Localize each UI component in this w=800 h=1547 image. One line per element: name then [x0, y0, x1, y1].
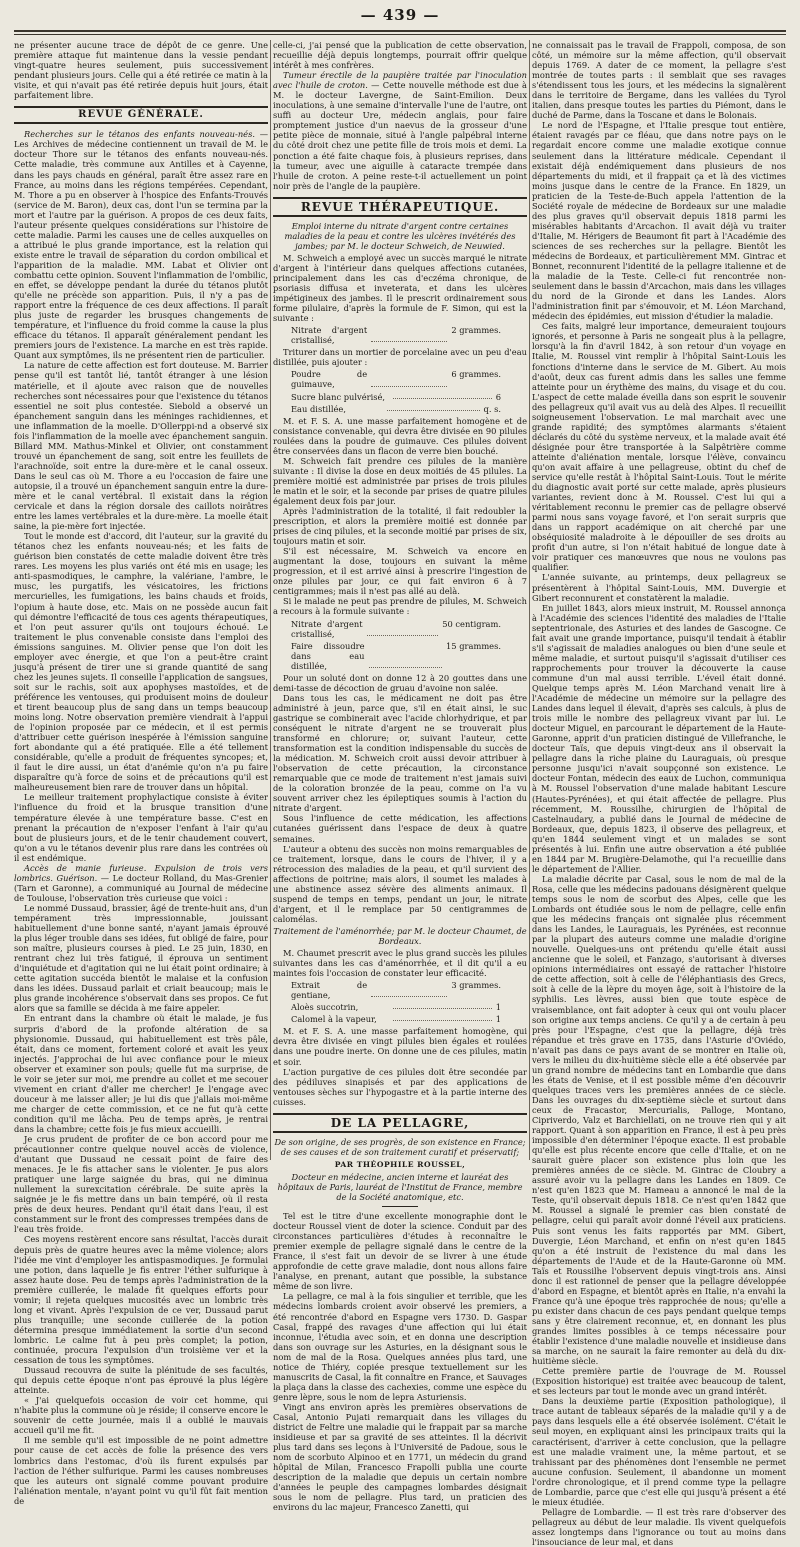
formula-list: [273, 980, 527, 1024]
paragraph: ne connaissait pas le travail de Frappoli, composa, de son côté, un mémoire sur la même affection, qu'il observait depuis 1769. A dater de ce moment, la pellagre s'est montrée de toutes parts : il semblait que ses ravages s'étendissent tous les jours, et les médecins la signalèrent dans le territoire de Bergame, dans les vallées du Tyrol italien, dans presque toutes les parties du Piémont, dans le duché de Parme, dans la Toscane et dans le Bolonais.: [532, 40, 786, 121]
paragraph: S'il est nécessaire, M. Schweich va encore en augmentant la dose, toujours en suivant la même progression, et il est arrivé ainsi à prescrire l'ingestion de onze pilules par jour, ce qui fait environ 6 à 7 centigrammes; mais il n'est pas allé au delà.: [273, 546, 527, 597]
section-title-revue-therapeutique: REVUE THÉRAPEUTIQUE.: [273, 197, 527, 217]
formula-ingredient: Poudre de guimauve,: [291, 369, 368, 390]
column-2: [273, 40, 527, 1513]
formula-ingredient: Sucre blanc pulvérisé,: [291, 391, 386, 402]
paragraph: Le nord de l'Espagne, et l'Italie presque tout entière, étaient ravagés par ce fléau, que dans notre pays on le regardait encore comme une maladie exotique connue seulement dans la littérature médicale. Cependant il existait déjà endémiquement dans plusieurs de nos départements du midi, et il frappait ça et là des victimes moins jusque dans le centre de la France. En 1829, un praticien de la Teste-de-Buch appela l'attention de la Société royale de médecine de Bordeaux sur une maladie des plus graves qu'il observait depuis 1818 parmi les misérables habitants d'Arcachon. Il avait déjà vu traiter d'Italie, M. Hérigers de Beaumont fit part à l'Académie des sciences de ses recherches sur la pellagre. Bientôt les médecins de Bordeaux, et particulièrement MM. Gintrac et Bonnet, reconnurent l'identité de la pellagre italienne et de la maladie de la Teste. Celle-ci fut rencontrée non-seulement dans le bassin d'Arcachon, mais dans les villages du nord de la Gironde et dans les Landes. Alors l'administration finit par s'émouvoir, et M. Léon Marchand, médecin des épidémies, eut mission d'étudier la maladie.: [532, 120, 786, 322]
formula-quantity: 15 grammes.: [446, 640, 501, 651]
formula-ingredient: Nitrate d'argent cristallisé,: [291, 618, 363, 639]
formula-list: [273, 369, 527, 413]
leader-dots: [367, 619, 439, 636]
paragraph: Triturer dans un mortier de porcelaine avec un peu d'eau distillée, puis ajouter :: [273, 347, 527, 368]
paragraph: celle-ci, j'ai pensé que la publication de cette observation, recueillie déjà depuis longtemps, pourrait offrir quelque intérêt à mes confrères.: [273, 40, 527, 71]
paragraph: Si le malade ne peut pas prendre de pilules, M. Schweich a recours à la formule suivante :: [273, 596, 527, 617]
divider: [382, 1206, 418, 1207]
article-text: — Les Archives de médecine contiennent un travail de M. le docteur Thore sur le tétanos des enfants nouveau-nés. Cette maladie, très commune aux Antilles et à Cayenne, dans les pays chauds en général, paraît être assez rare en France, au moins dans les régions tempérées. Cependant, M. Thore a pu en observer à l'hospice des Enfants-Trouvés (service de M. Baron), deux cas, dont l'un se termina par la mort et l'autre par la guérison. A propos de ces deux faits, l'auteur présente quelques considérations sur l'histoire de cette maladie. Parmi les causes une de celles auxquelles on a attribué le plus grande importance, est la relation qui existe entre le travail de séparation du cordon ombilical et l'apparition de la maladie. MM. Labat et Olivier ont combattu cette opinion. Souvent l'inflammation de l'ombilic, en effet, se développe pendant la durée du tétanos plutôt qu'elle ne précède son apparition. Puis, il n'y a pas de rapport entre la fréquence de ces deux affections. Il paraît plus juste de regarder les brusques changements de température, et l'influence du froid comme la cause la plus efficace du tétanos. Il apparaît généralement pendant les premiers jours de l'existence. La marche en est très rapide. Quant aux symptômes, ils ne présentent rien de particulier.: [14, 129, 269, 361]
paragraph: Après l'administration de la totalité, il fait redoubler la prescription, et alors la première moitié est donnée par prises de cinq pilules, et la seconde moitié par prises de six, toujours matin et soir.: [273, 506, 527, 547]
formula-ingredient: Calomel à la vapeur,: [291, 1014, 377, 1025]
paragraph: Dussaud recouvra de suite la plénitude de ses facultés, qui depuis cette époque n'ont pas éprouvé la plus légère atteinte.: [14, 1365, 268, 1396]
paragraph: [14, 129, 268, 360]
column-separator: [270, 40, 271, 1160]
book-subtitle: De son origine, de ses progrès, de son existence en France; de ses causes et de son traitement curatif et préservatif;: [274, 1136, 526, 1157]
paragraph: L'action purgative de ces pilules doit être secondée par des pédiluves sinapisés et par des applications de ventouses sèches sur l'hypogastre et à la partie interne des cuisses.: [273, 1066, 527, 1107]
author-byline: PAR THÉOPHILE ROUSSEL,: [334, 1159, 466, 1169]
paragraph: M. et F. S. A. une masse parfaitement homogène et de consistance convenable, qui devra être divisée en 90 pilules roulées dans la poudre de guimauve. Ces pilules doivent être conservées dans un flacon de verre bien bouché.: [273, 415, 527, 456]
leader-dots: [371, 980, 447, 997]
page-number: — 439 —: [360, 6, 440, 24]
leader-dots: [371, 369, 447, 386]
paragraph: [273, 70, 527, 191]
formula-list: [273, 325, 527, 345]
formula-line: [291, 392, 501, 402]
paragraph: Le nommé Dussaud, brassier, âgé de trente-huit ans, d'un tempérament très impressionnable, jouissant habituellement d'une bonne santé, n'ayant jamais éprouvé la plus léger trouble dans ses idées, fut obligé de faire, pour son maître, plusieurs courses à pied. Le 25 juin, 1830, en rentrant chez lui très fatigué, il éprouva un sentiment d'inquiétude et d'agitation qui ne lui était point ordinaire; à cette agitation succéda bientôt le malaise et la confusion dans les idées. Dussaud parlait et criait beaucoup; mais le plus grande incohérence s'observait dans ses propos. Ce fut alors que sa famille se décida à me faire appeler.: [14, 902, 269, 1014]
paragraph: La nature de cette affection est fort douteuse. M. Barrier pense qu'il est tantôt lié, tantôt étranger à une lésion matérielle, et il ajoute avec raison que de nouvelles recherches sont nécessaires pour que l'existence du tétanos essentiel ne soit plus contestée. Siebold a observé un épanchement sanguin dans les méninges rachidiennes, et une inflammation de la moelle. D'Ollerppi-nd a observé six fois l'inflammation de la moelle avec épanchement sanguin. Billard MM. Mathus-Minkel et Olivier, ont constamment trouvé un épanchement de sang, soit entre les feuillets de l'arachnoïde, soit entre la dure-mère et le canal osseux. Dans le seul cas où M. Thore a eu l'occasion de faire une autopsie, il a trouvé un épanchement sanguin entre la dure-mère et le canal vertébral. Il existait dans la région cervicale et dans la région dorsale des caillots noirâtres entre les lames vertébrales et la dure-mère. La moelle était saine, la pie-mère fort injectée.: [14, 360, 268, 532]
paragraph: Dans la deuxième partie (Exposition pathologique), il trace autant de tableaux séparés de la maladie qu'il y a de pays dans lesquels elle a été observée isolément. C'était le seul moyen, en expliquant ainsi les principaux traits qui la caractérisent, d'arriver à cette conclusion, que la pellagre est une maladie vraiment une, la même partout, et se trahissant par des phénomènes dont l'ensemble ne permet aucune confusion. Seulement, il abandonne un moment l'ordre chronologique, et il prend comme type la pellagre de Lombardie, parce que c'est elle qui jusqu'à présent a été le mieux étudiée.: [532, 1396, 786, 1507]
paragraph: Le meilleur traitement prophylactique consiste à éviter l'influence du froid et la brusque transition d'une température élevée à une température basse. C'est en prenant la précaution de n'exposer l'enfant à l'air qu'au bout de plusieurs jours, et de le tenir chaudement couvert, qu'on a vu le tétanos devenir plus rare dans les contrées où il est endémique.: [14, 792, 268, 863]
formula-line: [291, 369, 501, 389]
formula-quantity: 6 grammes.: [451, 369, 501, 380]
paragraph: En juillet 1843, alors mieux instruit, M. Roussel annonça à l'Académie des sciences l'identité des maladies de l'Italie septentrionale, des Asturies et des landes de Gascogne. Ce fait avait une grande importance, puisqu'il tendait à établir s'il s'agissait de maladies analogues ou bien d'une seule et même maladie, et surtout puisqu'il s'agissait d'utiliser ces rapprochements pour trouver la découverte la cause commune d'un mal aussi terrible. L'éveil était donné. Quelque temps après M. Léon Marchand venait lire à l'Académie de médecine un mémoire sur la pellagre des Landes dans lequel il élevait, d'après ses calculs, à plus de trois mille le nombre des pellagreux vivant par lui. Le docteur Miguel, en parcourant le département de la Haute-Garonne, apprit d'un praticien distingué de Villefranche, le docteur Taïs, que depuis vingt-deux ans il observait la pellagre dans la riche plaine du Lauraguais, où presque personne jusqu'ici n'avait soupçonné son existence. Le docteur Fontan, médecin des eaux de Luchon, communiqua à M. Roussel l'observation d'une malade habitant Lescure (Hautes-Pyrénées), et qui était affectée de pellagre. Plus récemment, M. Roussilhe, chirurgien de l'hôpital de Castelnaudary, a publié dans le Journal de médecine de Bordeaux, que, depuis 1823, il observe des pellagreux, et qu'en 1844 seulement vingt et un malades se sont présentés à lui. Enfin une autre observation a été publiée en 1844 par M. Brugière-Delamothe, qui l'a recueillie dans le département de l'Allier.: [532, 602, 786, 874]
formula-line: [291, 1014, 501, 1024]
paragraph: M. Chaumet prescrit avec le plus grand succès les pilules suivantes dans les cas d'aménorrhée, et il dit qu'il a eu maintes fois l'occasion de constater leur efficacité.: [273, 948, 527, 979]
formula-quantity: 2 grammes.: [451, 325, 501, 336]
leader-dots: [371, 325, 447, 342]
paragraph: M. Schweich fait prendre ces pilules de la manière suivante : Il divise la dose en deux moitiés de 45 pilules. La première moitié est administrée par prises de trois pilules le matin et le soir, et la seconde par prises de quatre pilules également deux fois par jour.: [273, 455, 527, 506]
formula-quantity: 50 centigram.: [442, 618, 501, 629]
article-title: Traitement de l'aménorrhée; par M. le docteur Chaumet, de Bordeaux.: [273, 925, 527, 946]
leader-dots: [393, 1002, 491, 1009]
paragraph: Sous l'influence de cette médication, les affections cutanées guérissent dans l'espace de deux à quatre semaines.: [273, 813, 527, 844]
formula-line: [291, 325, 501, 345]
formula-quantity: 6: [495, 391, 501, 402]
paragraph: Dans tous les cas, le médicament ne doit pas être administré à jeun, parce que, s'il en était ainsi, le suc gastrique se combinerait avec l'acide chlorhydrique, et par conséquent le nitrate d'argent ne se trouverait plus transformé en chlorure; or, suivant l'auteur, cette transformation est la condition indispensable du succès de la médication. M. Schweich croit aussi devoir attribuer à l'observation de cette précaution, la circonstance remarquable que ce mode de traitement n'est jamais suivi de la coloration bronzée de la peau, comme on l'a vu souvent arriver chez les épileptiques soumis à l'action du nitrate d'argent.: [273, 692, 527, 814]
formula-ingredient: Nitrate d'argent cristallisé,: [291, 325, 368, 346]
paragraph: Ces faits, malgré leur importance, demeuraient toujours ignorés, et personne à Paris ne songeait plus à la pellagre, lorsqu'à la fin d'avril 1842, à son retour d'un voyage en Italie, M. Roussel vint remplir à l'hôpital Saint-Louis les fonctions d'interne dans le service de M. Gibert. Au mois d'août, deux cas furent admis dans les salles une femme atteinte pour un érythème des mains, du visage et du cou. L'aspect de cette malade éveilla dans son esprit le souvenir des pellagreux qu'il avait vus au delà des Alpes. Il recueillit soigneusement l'observation. Le mal marchait avec une grande rapidité; des symptômes alarmants s'étaient déclarés du côté du système nerveux, et la malade avait été désignée pour être transportée à la Salpêtrière comme atteinte d'aliénation mentale, lorsque l'élève, convaincu qu'on avait affaire à une pellagreuse, obtint du chef de service qu'elle restât à l'hôpital Saint-Louis. Tout le mérite du diagnostic avait porté sur cette malade, après plusieurs variantes, revient donc à M. Roussel. C'est lui qui a véritablement reconnu le premier cas de pellagre observé parmi nous sans voyage favoré, et l'on serait surpris que dans un rapport académique on ait cherché par une obséquiosité maladroite à le dépouiller de ses droits au profit d'un autre, si l'on n'était habitué de longue date à voir pratiquer ces manœuvres que nous ne voulons pas qualifier.: [532, 321, 786, 573]
article-text: — Cette nouvelle méthode est due à M. le docteur Lavergne, de Saint-Emilion. Deux inoculations, à une semaine d'intervalle l'une de l'autre, ont suffi au docteur Ure, médecin anglais, pour faire promptement justice d'un naevus de la grosseur d'une petite pièce de monnaie, situé à l'angle palpébral interne du côté droit chez une petite fille de trois mois et demi. La ponction a été faite chaque fois, à plusieurs reprises, dans la tumeur, avec une aiguille à cataracte trempée dans l'huile de croton. A peine reste-t-il actuellement un point noir près de l'angle de la paupière.: [273, 80, 527, 191]
formula-ingredient: Eau distillée,: [291, 403, 346, 414]
article-title: Accès de manie furieuse. Expulsion de trois vers lombrics. Guérison.: [14, 862, 268, 883]
paragraph: M. Schweich a employé avec un succès marqué le nitrate d'argent à l'intérieur dans quelques affections cutanées, principalement dans les cas d'eczéma chronique, de psoriasis diffusa et inveterata, et dans les ulcères impétigineux des jambes. Il le prescrit ordinairement sous forme pilulaire, d'après la formule de F. Simon, qui est la suivante :: [273, 252, 527, 324]
paragraph: Tel est le titre d'une excellente monographie dont le docteur Roussel vient de doter la science. Conduit par des circonstances particulières d'études à reconnaître le premier exemple de pellagre signalé dans le centre de la France, il s'est fait un devoir de se livrer à une étude approfondie de cette grave maladie, dont nous allons faire l'analyse, en prenant, autant que possible, la substance même de son livre.: [273, 1211, 527, 1292]
leader-dots: [369, 641, 443, 668]
column-separator: [529, 40, 530, 1160]
formula-ingredient: Aloès succotrin,: [291, 1002, 359, 1013]
formula-line: [291, 980, 501, 1000]
paragraph: Vingt ans environ après les premières observations de Casal, Antonio Pujati remarquait dans les villages du district de Feltre une maladie qui le frappait par sa marche insidieuse et par sa gravité de ses atteintes. Il la décrivit plus tard dans ses leçons à l'Université de Padoue, sous le nom de scorbuto Alpinoo et en 1771, un médecin du grand hôpital de Milan, Francesco Frapolli publia une courte description de la maladie que depuis un certain nombre d'années le peuple des campagnes lombardes désignait sous le nom de pellagre. Plus tard, un praticien des environs du lac majeur, Francesco Zanetti, qui: [273, 1401, 527, 1513]
paragraph: Pellagre de Lombardie. — Il est très rare d'observer des pellagreux au début de leur maladie. Ils vivent quelquefois assez longtemps dans l'ignorance ou tout au moins dans l'insouciance de leur mal, et dans: [532, 1506, 786, 1547]
column-1: [14, 40, 269, 1506]
paragraph: La maladie décrite par Casal, sous le nom de mal de la Rosa, celle que les médecins padouans désignèrent quelque temps sous le nom de scorbut des Alpes, celle que les Lombards ont étudiée sous le nom de pellagre, celle enfin que les médecins français ont signalée plus récemment dans les Landes, le Lauraguais, les Pyrénées, est reconnue par la plupart des auteurs comme une maladie d'origine nouvelle. Quelques-uns ont prétendu qu'elle était aussi ancienne que le soleil, et Fanzago, s'autorisant à diverses opinions intermédiaires ont essayé de rattacher l'histoire de cette affection, soit à celle de l'éléphantiasis des Grecs, soit à celle de la lèpre du moyen âge, soit à l'histoire de la syphilis. Les lèvres, aussi bien que toute espèce de vraisemblance, ont fait adopter à ceux qui ont voulu placer son origine aux temps anciens. Ce qu'il y a de certain à peu près pour l'Espagne, c'est que la pellagre, déjà très répandue et très grave en 1735, dans l'Asturie d'Oviédo, n'avait pas dans ce pays avant de se montrer en Italie où, vers le milieu du dix-huitième siècle elle a été observée par un grand nombre de médecins tant en Lombardie que dans les états de Venise, et il est possible même d'en découvrir quelques traces vers les premières années de ce siècle. Dans les ouvrages du dix-septième siècle et surtout dans ceux de Fracastor, Mercurialis, Palloge, Montano, Cipriverdo, Valz et Barchiellati, on ne trouve rien qui y ait rapport. Quant à son apparition en France, il est à peu près impossible d'en déterminer l'époque exacte. Il est probable qu'elle est plus récente encore que celle d'Italie, et on ne saurait guère placer son existence plus loin que les premières années de ce siècle. M. Gintrac de Cloubry a assuré avoir vu la pellagre dans les Landes en 1809. Ce n'est qu'en 1823 que M. Hameau a annoncé le mal de la Teste, qu'il observait depuis 1818. Ce n'est qu'en 1842 que M. Roussel a signalé le premier cas bien constaté de pellagre, celui qui paraît avoir donné l'éveil aux praticiens. Puis sont venus les faits rapportés par MM. Gibert, Duvergie, Léon Marchand, et enfin on n'est qu'en 1845 qu'on a été instruit de l'existence du mal dans les départements de l'Aude et de la Haute-Garonne où MM. Taïs et Roussilhe l'observent depuis vingt-trois ans. Ainsi donc il est rationnel de penser que la pellagre développée d'abord en Espagne, et bientôt après en Italie, n'a envahi la France qu'à une époque très rapprochée de nous; qu'elle a pu exister dans chacun de ces pays pendant quelque temps sans y être clairement reconnue, et, en donnant les plus grandes limites possibles à ce temps nécessaire pour établir l'existence d'une maladie nouvelle et insidieuse dans sa marche, on ne saurait la faire remonter au delà du dix-huitième siècle.: [532, 873, 786, 1367]
paragraph: Je crus prudent de profiter de ce bon accord pour me précautionner contre quelque nouvel accès de violence, d'autant que Dussaud ne cessait point de faire des menaces. Je le fis attacher sans le violenter. Je pus alors pratiquer une large saignée du bras, qui ne diminua nullement la surexcitation cérébrale. De suite après la saignée je le fis mettre dans un bain tempéré, où il resta près de deux heures. Pendant qu'il était dans l'eau, il est constamment sur le front des compresses trempées dans de l'eau très froide.: [14, 1134, 268, 1235]
paragraph: Tout le monde est d'accord, dit l'auteur, sur la gravité du tétanos chez les enfants nouveau-nés; et les faits de guérison bien constatés de cette maladie doivent être très rares. Les moyens les plus variés ont été mis en usage; les anti-spasmodiques, le camphre, la valériane, l'ambre, le musc, les purgatifs, les vésicatoires, les frictions mercurielles, les fumigations, les bains chauds et froids, l'opium à haute dose, etc. Mais on ne possède aucun fait qui démontre l'efficacité de tous ces agents thérapeutiques, et l'on peut assurer qu'ils ont toujours échoué. Le traitement le plus convenable consiste dans l'emploi des émissions sanguines. M. Olivier pense que l'on doit les employer avec énergie, et que l'on a peut-être craint jusqu'à présent de tirer une si grande quantité de sang chez les jeunes sujets. Il conseille l'application de sangsues, soit sur le rachis, soit aux apophyses mastoïdes, et de préférence les ventouses, qui produisent moins de douleur et tirent beaucoup plus de sang dans un temps beaucoup moins long. Notre observation première viendrait à l'appui de l'opinion proposée par ce médecin, et il est permis d'attribuer cette guérison inespérée à l'émission sanguine fort abondante qui a été pratiquée. Elle a été tellement considérable, qu'elle a produit de fréquentes syncopes; et, il faut le dire aussi, un état d'anémie qu'on n'a pu faire disparaître qu'à force de soins et de précautions qu'il est malheureusement bien rare de trouver dans un hôpital.: [14, 531, 268, 793]
paragraph: M. et F. S. A. une masse parfaitement homogène, qui devra être divisée en vingt pilules bien égales et roulées dans une poudre inerte. On donne une de ces pilules, matin et soir.: [273, 1026, 527, 1067]
header-rule: [14, 30, 786, 32]
formula-quantity: 1: [495, 1002, 501, 1013]
column-3: [532, 40, 786, 1547]
paragraph: Pour un soluté dont on donne 12 à 20 gouttes dans une demi-tasse de décoction de gruau d'avoine non salée.: [273, 672, 527, 693]
paragraph: [14, 863, 268, 903]
paragraph: L'auteur a obtenu des succès non moins remarquables de ce traitement, lorsque, dans le cours de l'hiver, il y a rétrocession des maladies de la peau, et qu'il survient des affections de poitrine; mais alors, il soumet les malades à une abstinence assez sévère des aliments animaux. Il suspend de temps en temps, pendant un jour, le nitrate d'argent, et il le remplace par 50 centigrammes de calomélas.: [273, 843, 527, 924]
paragraph: ne présenter aucune trace de dépôt de ce genre. Une première attaque fut maintenue dans la vessie pendant vingt-quatre heures seulement, puis successivement pendant plusieurs jours. Celle qui a été retirée ce matin à la visite, et qui n'avait pas été retirée depuis huit jours, était parfaitement libre.: [14, 40, 268, 101]
section-title-pellagre: DE LA PELLAGRE,: [273, 1113, 527, 1133]
paragraph: Cette première partie de l'ouvrage de M. Roussel (Exposition historique) est traitée avec beaucoup de talent, et ses lecteurs par tout le monde avec un grand intérêt.: [532, 1366, 786, 1397]
article-title: Recherches sur le tétanos des enfants nouveau-nés.: [24, 129, 255, 140]
header-rule-thin: [14, 34, 786, 35]
formula-quantity: q. s.: [483, 403, 502, 414]
formula-line: [291, 404, 501, 414]
article-title: Emploi interne du nitrate d'argent contre certaines maladies de la peau et contre les ulcères invétérés des jambes; par M. le docteur Schweich, de Neuwied.: [284, 220, 516, 251]
formula-line: [291, 619, 501, 639]
paragraph: Ces moyens restèrent encore sans résultat, l'accès durait depuis près de quatre heures avec la même violence; alors l'idée me vint d'employer les antispasmodiques. Je formulai une potion, dans laquelle je fis entrer l'éther sulfurique à assez haute dose. Peu de temps après l'administration de la première cuillerée, le malade fit quelques efforts pour vomir; il rejeta quelques mucosités avec un lombric très long et vivant. Après l'expulsion de ce ver, Dussaud parut plus tranquille; une seconde cuillerée de la potion détermina presque immédiatement la sortie d'un second lombric. Le calme fut à peu près complet; la potion, continuée, procura l'expulsion d'un troisième ver et la cessation de tous les symptômes.: [14, 1234, 268, 1366]
author-credentials: Docteur en médecine, ancien interne et lauréat des hôpitaux de Paris, lauréat de l'Institut de France, membre de la Société anatomique, etc.: [277, 1171, 523, 1203]
paragraph: En entrant dans la chambre où était le malade, je fus surpris d'abord de la profonde altération de sa physionomie. Dussaud, qui habituellement est très pâle, était, dans ce moment, fortement coloré et avait les yeux injectés. J'approchai de lui avec confiance pour le mieux observer et examiner son pouls; quelle fut ma surprise, de le voir se jeter sur moi, me prendre au collet et me secouer vivement en criant d'aller me chercher! Je l'engage avec douceur à me laisser aller; je lui dis que j'allais moi-même me charger de cette commission, et ce ne fut qu'à cette condition qu'il me lâcha. Peu de temps après, je rentrai dans la chambre; cette fois je fus mieux accueilli.: [14, 1013, 268, 1134]
formula-ingredient: Faire dissoudre dans eau distillée,: [291, 640, 365, 671]
article-title: Tumeur érectile de la paupière traitée par l'inoculation avec l'huile de croton.: [273, 70, 527, 91]
paragraph: « J'ai quelquefois occasion de voir cet homme, qui n'habite plus la commune où je réside; il conserve encore le souvenir de cette journée, mais il a oublié le mauvais accueil qu'il me fit.: [14, 1395, 268, 1436]
leader-dots: [393, 1014, 491, 1021]
paragraph: L'année suivante, au printemps, deux pellagreux se présentèrent à l'hôpital Saint-Louis, MM. Duvergie et Gibert reconnurent et constatèrent la maladie.: [532, 572, 786, 603]
leader-dots: [387, 404, 479, 411]
paragraph: La pellagre, ce mal à la fois singulier et terrible, que les médecins lombards croient avoir observé les premiers, a été rencontrée d'abord en Espagne vers 1730. D. Gaspar Casal, frappé des ravages d'une affection qui lui était inconnue, l'étudia avec soin, et en donna une description dans son ouvrage sur les Asturies, en la désignant sous le nom de mal de la Rosa. Quelques années plus tard, une notice de Thiéry, copiée presque textuellement sur les manuscrits de Casal, la fit connaître en France, et Sauvages la plaça dans la classe des cachexies, comme une espèce du genre lèpre, sous le nom de lepra Asturiensis.: [273, 1291, 527, 1402]
formula-line: [291, 1002, 501, 1012]
formula-line: [291, 641, 501, 671]
formula-quantity: 1: [495, 1014, 501, 1025]
section-title-revue-generale: REVUE GÉNÉRALE.: [14, 106, 268, 124]
formula-ingredient: Extrait de gentiane,: [291, 980, 368, 1001]
paragraph: Il me semble qu'il est impossible de ne point admettre pour cause de cet accès de folie la présence des vers lombrics dans l'estomac, d'où ils furent expulsés par l'action de l'éther sulfurique. Parmi les causes nombreuses que les auteurs ont signalé comme pouvant produire l'aliénation mentale, n'ayant point vu qu'il fût fait mention de: [14, 1435, 268, 1506]
article-text: — Le docteur Rolland, du Mas-Grenier (Tarn et Garonne), a communiqué au Journal de médecine de Toulouse, l'observation très curieuse que voici :: [14, 872, 268, 903]
formula-quantity: 3 grammes.: [451, 980, 501, 991]
leader-dots: [393, 392, 491, 399]
formula-list: [273, 619, 527, 671]
